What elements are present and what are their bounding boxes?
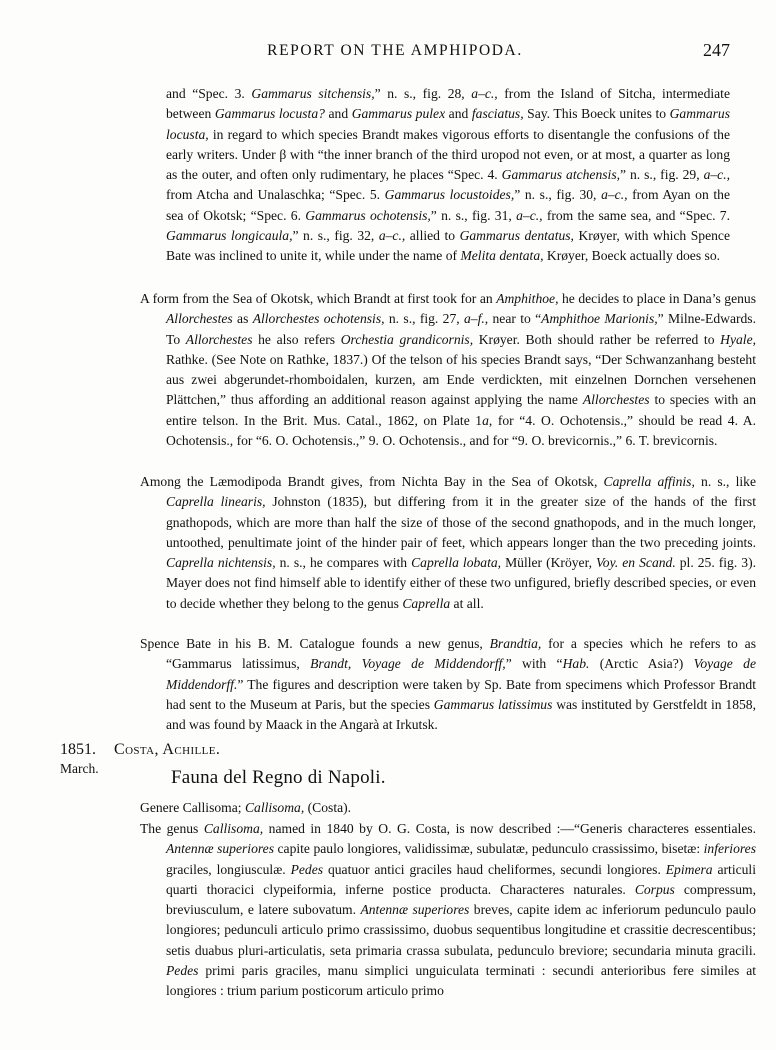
text-run: pl. 25. fig. 3). Mayer does not find himself able to identify either of these two unfigured, briefly described species, or even to decide whether they belong to the genus: [166, 555, 756, 611]
italic-run: Gammarus sitchensis,: [251, 86, 375, 101]
text-run: and: [324, 106, 352, 122]
text-run: ” n. s., fig. 28,: [374, 86, 472, 101]
italic-run: a: [482, 412, 489, 428]
italic-run: Gammarus latissimus: [433, 696, 553, 712]
text-run: in regard to which species Brandt makes vigorous efforts to disentangle the confusions of the early writers. Under β with “the inner branch of the third uropod not even, or at most, a quarter as long as the outer, and often only rudimentary, he places “Spec. 4.: [166, 126, 730, 183]
italic-run: Gammarus locusta,: [166, 106, 731, 142]
text-run: and: [445, 106, 472, 122]
text-run: for a species which he refers to as “Gammarus latissimus,: [166, 636, 756, 672]
text-run: from Ayan on the sea of Okotsk; “Spec. 6.: [166, 187, 730, 223]
text-run: as: [232, 311, 253, 327]
text-run: Say. This Boeck unites to: [523, 106, 670, 122]
paragraph-allorchestes: [140, 289, 756, 451]
italic-run: Allorchestes: [185, 331, 253, 347]
italic-run: Amphithoe Marionis,: [541, 311, 658, 327]
text-run: ” n. s., fig. 31,: [430, 207, 517, 223]
italic-run: Voyage de Middendorff.: [166, 656, 756, 692]
text-run: from the Island of Sitcha, intermediate between: [166, 86, 730, 122]
italic-run: Gammarus pulex: [351, 106, 446, 122]
text-run: ” with “: [505, 656, 563, 672]
italic-run: Caprella: [402, 595, 451, 611]
text-run: near to “: [488, 311, 542, 327]
italic-run: Orchestia grandicornis,: [340, 331, 474, 347]
italic-run: fasciatus,: [471, 106, 524, 122]
text-run: Genere Callisoma;: [140, 800, 245, 815]
text-run: Among the Læmodipoda Brandt gives, from Nichta Bay in the Sea of Okotsk,: [140, 474, 604, 489]
italic-run: Caprella linearis,: [166, 494, 266, 510]
bibliography-entry-heading: [60, 741, 740, 801]
text-run: ” n. s., fig. 30,: [514, 187, 602, 203]
text-run: to species with an entire telson. In the Brit. Mus. Catal., 1862, on Plate 1: [166, 392, 756, 428]
italic-run: Gammarus locusta?: [214, 106, 325, 122]
entry-author: Costa, Achille.: [114, 741, 221, 758]
paragraph-caprella: [140, 472, 756, 614]
italic-run: Melita dentata,: [460, 248, 544, 264]
text-run: quatuor antici graciles haud cheliformes, secundi longiores.: [323, 861, 666, 877]
italic-run: Gammarus atchensis,: [501, 167, 621, 183]
italic-run: Allorchestes: [582, 392, 650, 408]
text-run: and “Spec. 3.: [166, 86, 252, 101]
italic-run: a–c.,: [601, 187, 628, 203]
text-run: from the same sea, and “Spec. 7.: [542, 207, 731, 223]
italic-run: Brandt, Voyage de Middendorff,: [310, 656, 506, 672]
paragraph-brandtia: [140, 634, 756, 735]
italic-run: a–c.,: [471, 86, 498, 101]
text-run: n. s., like: [694, 474, 756, 489]
italic-run: Caprella affinis,: [603, 474, 695, 489]
text-run: from Atcha and Unalaschka; “Spec. 5.: [166, 187, 385, 203]
italic-run: Gammarus longicaula,: [166, 228, 293, 244]
italic-run: Brandtia,: [489, 636, 542, 651]
text-run: Rathke. (See Note on Rathke, 1837.) Of the telson of his species Brandt says, “Der Schwanzanhang besteht aus zwei abgerundet-rhomboidalen, kurzen, am Ende verdickten, mit einzelnen Dornchen versehenen Plättchen,” thus affording an additional reason against applying the name: [166, 351, 756, 408]
italic-run: Antennæ superiores: [166, 841, 274, 857]
text-run: Müller (Kröyer,: [501, 555, 596, 571]
italic-run: Antennæ superiores: [360, 902, 470, 918]
italic-run: inferiores: [703, 841, 756, 857]
text-run: ” Milne-Edwards. To: [166, 311, 756, 347]
text-run: allied to: [405, 228, 460, 244]
italic-run: Hab.: [562, 656, 590, 672]
text-run: he also refers: [252, 331, 341, 347]
text-run: Krøyer. Both should rather be referred to: [473, 331, 721, 347]
italic-run: Hyale,: [720, 331, 756, 347]
text-run: n. s., fig. 27,: [384, 311, 464, 327]
paragraph-callisoma-description: [140, 819, 756, 1002]
italic-run: Callisoma,: [203, 821, 264, 836]
text-run: (Costa).: [304, 800, 352, 815]
text-run: primi paris graciles, manu simplici unguiculata terminati : secundi anterioribus fere similes at longiores : trium parium posticorum articulo primo: [166, 963, 756, 999]
running-head: [60, 42, 730, 66]
italic-run: a–c.,: [378, 228, 406, 244]
italic-run: Caprella nichtensis,: [166, 555, 276, 571]
paragraph-genere-callisoma: [140, 798, 730, 818]
italic-run: Corpus: [634, 881, 675, 897]
text-run: , for “4. O. Ochotensis.,” should be read 4. A. Ochotensis., for “6. O. Ochotensis.,” 9. O. Ochotensis., and for “9. O. brevicornis.,” 6. T. brevicornis.: [166, 412, 756, 449]
running-title: REPORT ON THE AMPHIPODA.: [267, 42, 523, 59]
italic-run: Amphithoe,: [496, 291, 559, 306]
text-run: Krøyer, Boeck actually does so.: [543, 248, 721, 264]
text-run: A form from the Sea of Okotsk, which Brandt at first took for an: [140, 291, 497, 306]
italic-run: Allorchestes ochotensis,: [252, 311, 385, 327]
text-run: was instituted by Gerstfeldt in 1858, and was found by Maack in the Angarà at Irkutsk.: [166, 696, 756, 733]
text-run: named in 1840 by O. G. Costa, is now described :—“Generis characteres essentiales.: [263, 821, 756, 836]
italic-run: a–f.,: [463, 311, 489, 327]
entry-month: March.: [60, 761, 99, 776]
italic-run: Pedes: [290, 861, 324, 877]
text-run: The genus: [140, 821, 204, 836]
text-run: he decides to place in Dana’s genus: [558, 291, 756, 306]
text-run: capite paulo longiores, validissimæ, subulatæ, pedunculo crassissimo, bisetæ:: [273, 841, 704, 857]
italic-run: Gammarus locustoides,: [384, 187, 515, 203]
italic-run: Caprella lobata,: [411, 555, 502, 571]
text-run: articuli quarti thoracici clypeiformia, inferne postice producta. Characteres naturales.: [166, 861, 756, 897]
text-run: n. s., he compares with: [275, 555, 412, 571]
italic-run: Epimera: [665, 861, 713, 877]
text-run: breves, capite idem ac inferiorum pedunculo paulo longiores; pedunculi articulo primo crassissimo, duobus sequentibus longitudine et crassitie decrescentibus; setis duabus pluri-articulatis, seta primaria crassa subulata, pedunculo breviore; secundaria minuta gracili.: [166, 902, 756, 958]
italic-run: Pedes: [166, 963, 199, 979]
text-run: ” The figures and description were taken by Sp. Bate from specimens which Professor Brandt had sent to the Museum at Paris, but the species: [166, 676, 756, 712]
italic-run: Gammarus dentatus,: [459, 228, 574, 244]
italic-run: Callisoma,: [244, 800, 305, 815]
italic-run: Allorchestes: [166, 311, 233, 327]
paragraph-gammarus-species: [166, 84, 730, 267]
text-run: Johnston (1835), but differing from it in the greater size of the hands of the first gnathopods, which are more than half the size of those of the second gnathopods, and in the much longer, untoothed, penultimate joint of the hinder pair of feet, which appears longer than the two preceding joints.: [166, 494, 756, 550]
text-run: (Arctic Asia?): [589, 656, 694, 672]
italic-run: a–c.,: [516, 207, 543, 223]
text-run: Krøyer, with which Spence Bate was inclined to unite it, while under the name of: [166, 228, 730, 264]
entry-year: 1851.: [60, 741, 96, 758]
text-run: ” n. s., fig. 29,: [620, 167, 704, 183]
text-run: Spence Bate in his B. M. Catalogue founds a new genus,: [140, 636, 490, 651]
text-run: at all.: [450, 595, 484, 611]
page-number: 247: [703, 40, 730, 60]
text-run: graciles, longiusculæ.: [166, 861, 291, 877]
italic-run: a–c.,: [703, 167, 730, 183]
entry-title: Fauna del Regno di Napoli.: [171, 767, 386, 788]
text-run: ” n. s., fig. 32,: [292, 228, 379, 244]
text-run: compressum, breviusculum, e latere subovatum.: [166, 881, 756, 918]
italic-run: Gammarus ochotensis,: [305, 207, 431, 223]
italic-run: Voy. en Scand.: [595, 555, 676, 571]
